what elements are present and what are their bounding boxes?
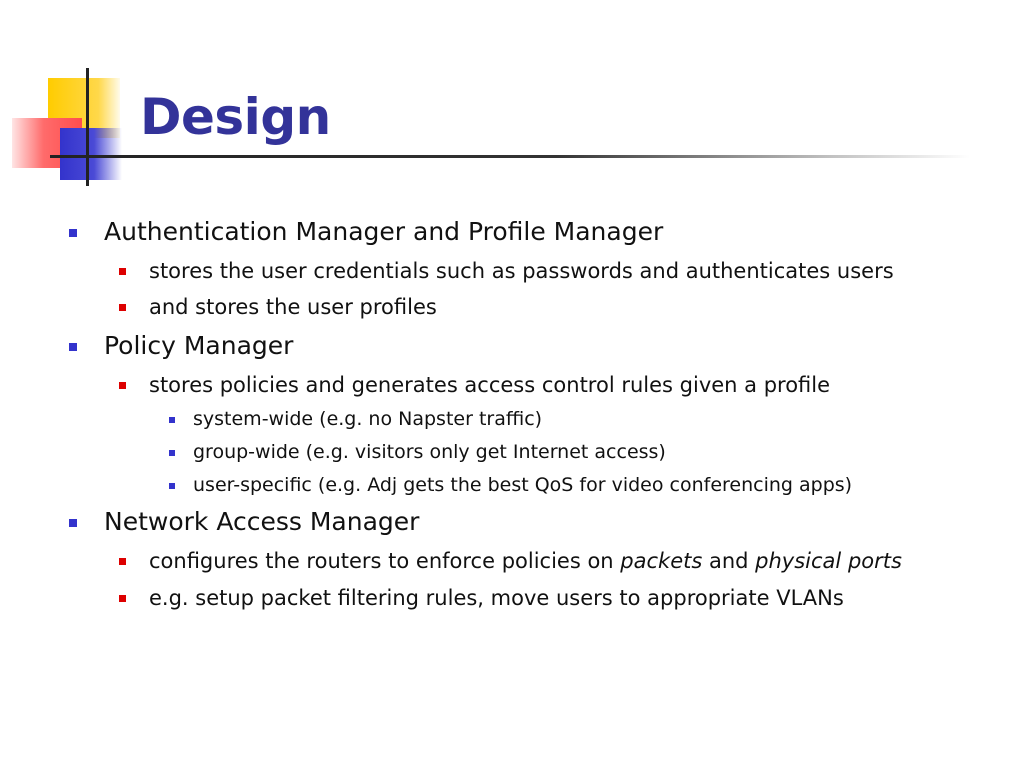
sub-sub-bullet-system-wide [193, 406, 542, 432]
bullet-text-emphasis-packets: packets [620, 549, 703, 573]
sub-sub-bullet-user-specific [193, 472, 852, 498]
sub-sub-bullet-group-wide [193, 439, 666, 465]
sub-bullet-stores-policies [149, 371, 830, 399]
bullet-square-icon [119, 382, 126, 389]
bullet-text-before: configures the routers to enforce policies on [149, 549, 621, 573]
sub-bullet-stores-profiles [149, 293, 437, 321]
bullet-square-icon [69, 229, 77, 237]
bullet-square-icon [169, 483, 175, 489]
bullet-text: Authentication Manager and Profile Manager [104, 217, 664, 246]
bullet-text: e.g. setup packet filtering rules, move users to appropriate VLANs [149, 586, 844, 610]
sub-bullet-packet-filtering [149, 584, 844, 612]
bullet-square-icon [169, 417, 175, 423]
bullet-square-icon [169, 450, 175, 456]
bullet-text: Policy Manager [104, 331, 294, 360]
bullet-square-icon [119, 268, 126, 275]
bullet-network-access-manager [104, 506, 419, 538]
bullet-text: system-wide (e.g. no Napster traffic) [193, 408, 543, 430]
bullet-square-icon [119, 558, 126, 565]
sub-bullet-configures-routers [149, 547, 902, 575]
bullet-text: stores policies and generates access control rules given a profile [149, 373, 831, 397]
bullet-text: stores the user credentials such as passwords and authenticates users [149, 259, 894, 283]
bullet-square-icon [119, 595, 126, 602]
bullet-square-icon [119, 304, 126, 311]
bullet-policy-manager [104, 330, 293, 362]
slide-title: Design [140, 88, 331, 146]
bullet-text-emphasis-physical-ports: physical ports [755, 549, 902, 573]
bullet-text: and stores the user profiles [149, 295, 437, 319]
bullet-square-icon [69, 343, 77, 351]
bullet-text-middle: and [702, 549, 756, 573]
bullet-text: group-wide (e.g. visitors only get Internet access) [193, 441, 666, 463]
bullet-auth-profile-manager [104, 216, 663, 248]
logo-blue-block [60, 128, 122, 180]
bullet-text: user-specific (e.g. Adj gets the best QoS for video conferencing apps) [193, 474, 853, 496]
bullet-text: Network Access Manager [104, 507, 420, 536]
sub-bullet-stores-credentials [149, 257, 894, 285]
logo-vertical-line [86, 68, 89, 186]
title-underline [50, 155, 970, 158]
bullet-square-icon [69, 519, 77, 527]
